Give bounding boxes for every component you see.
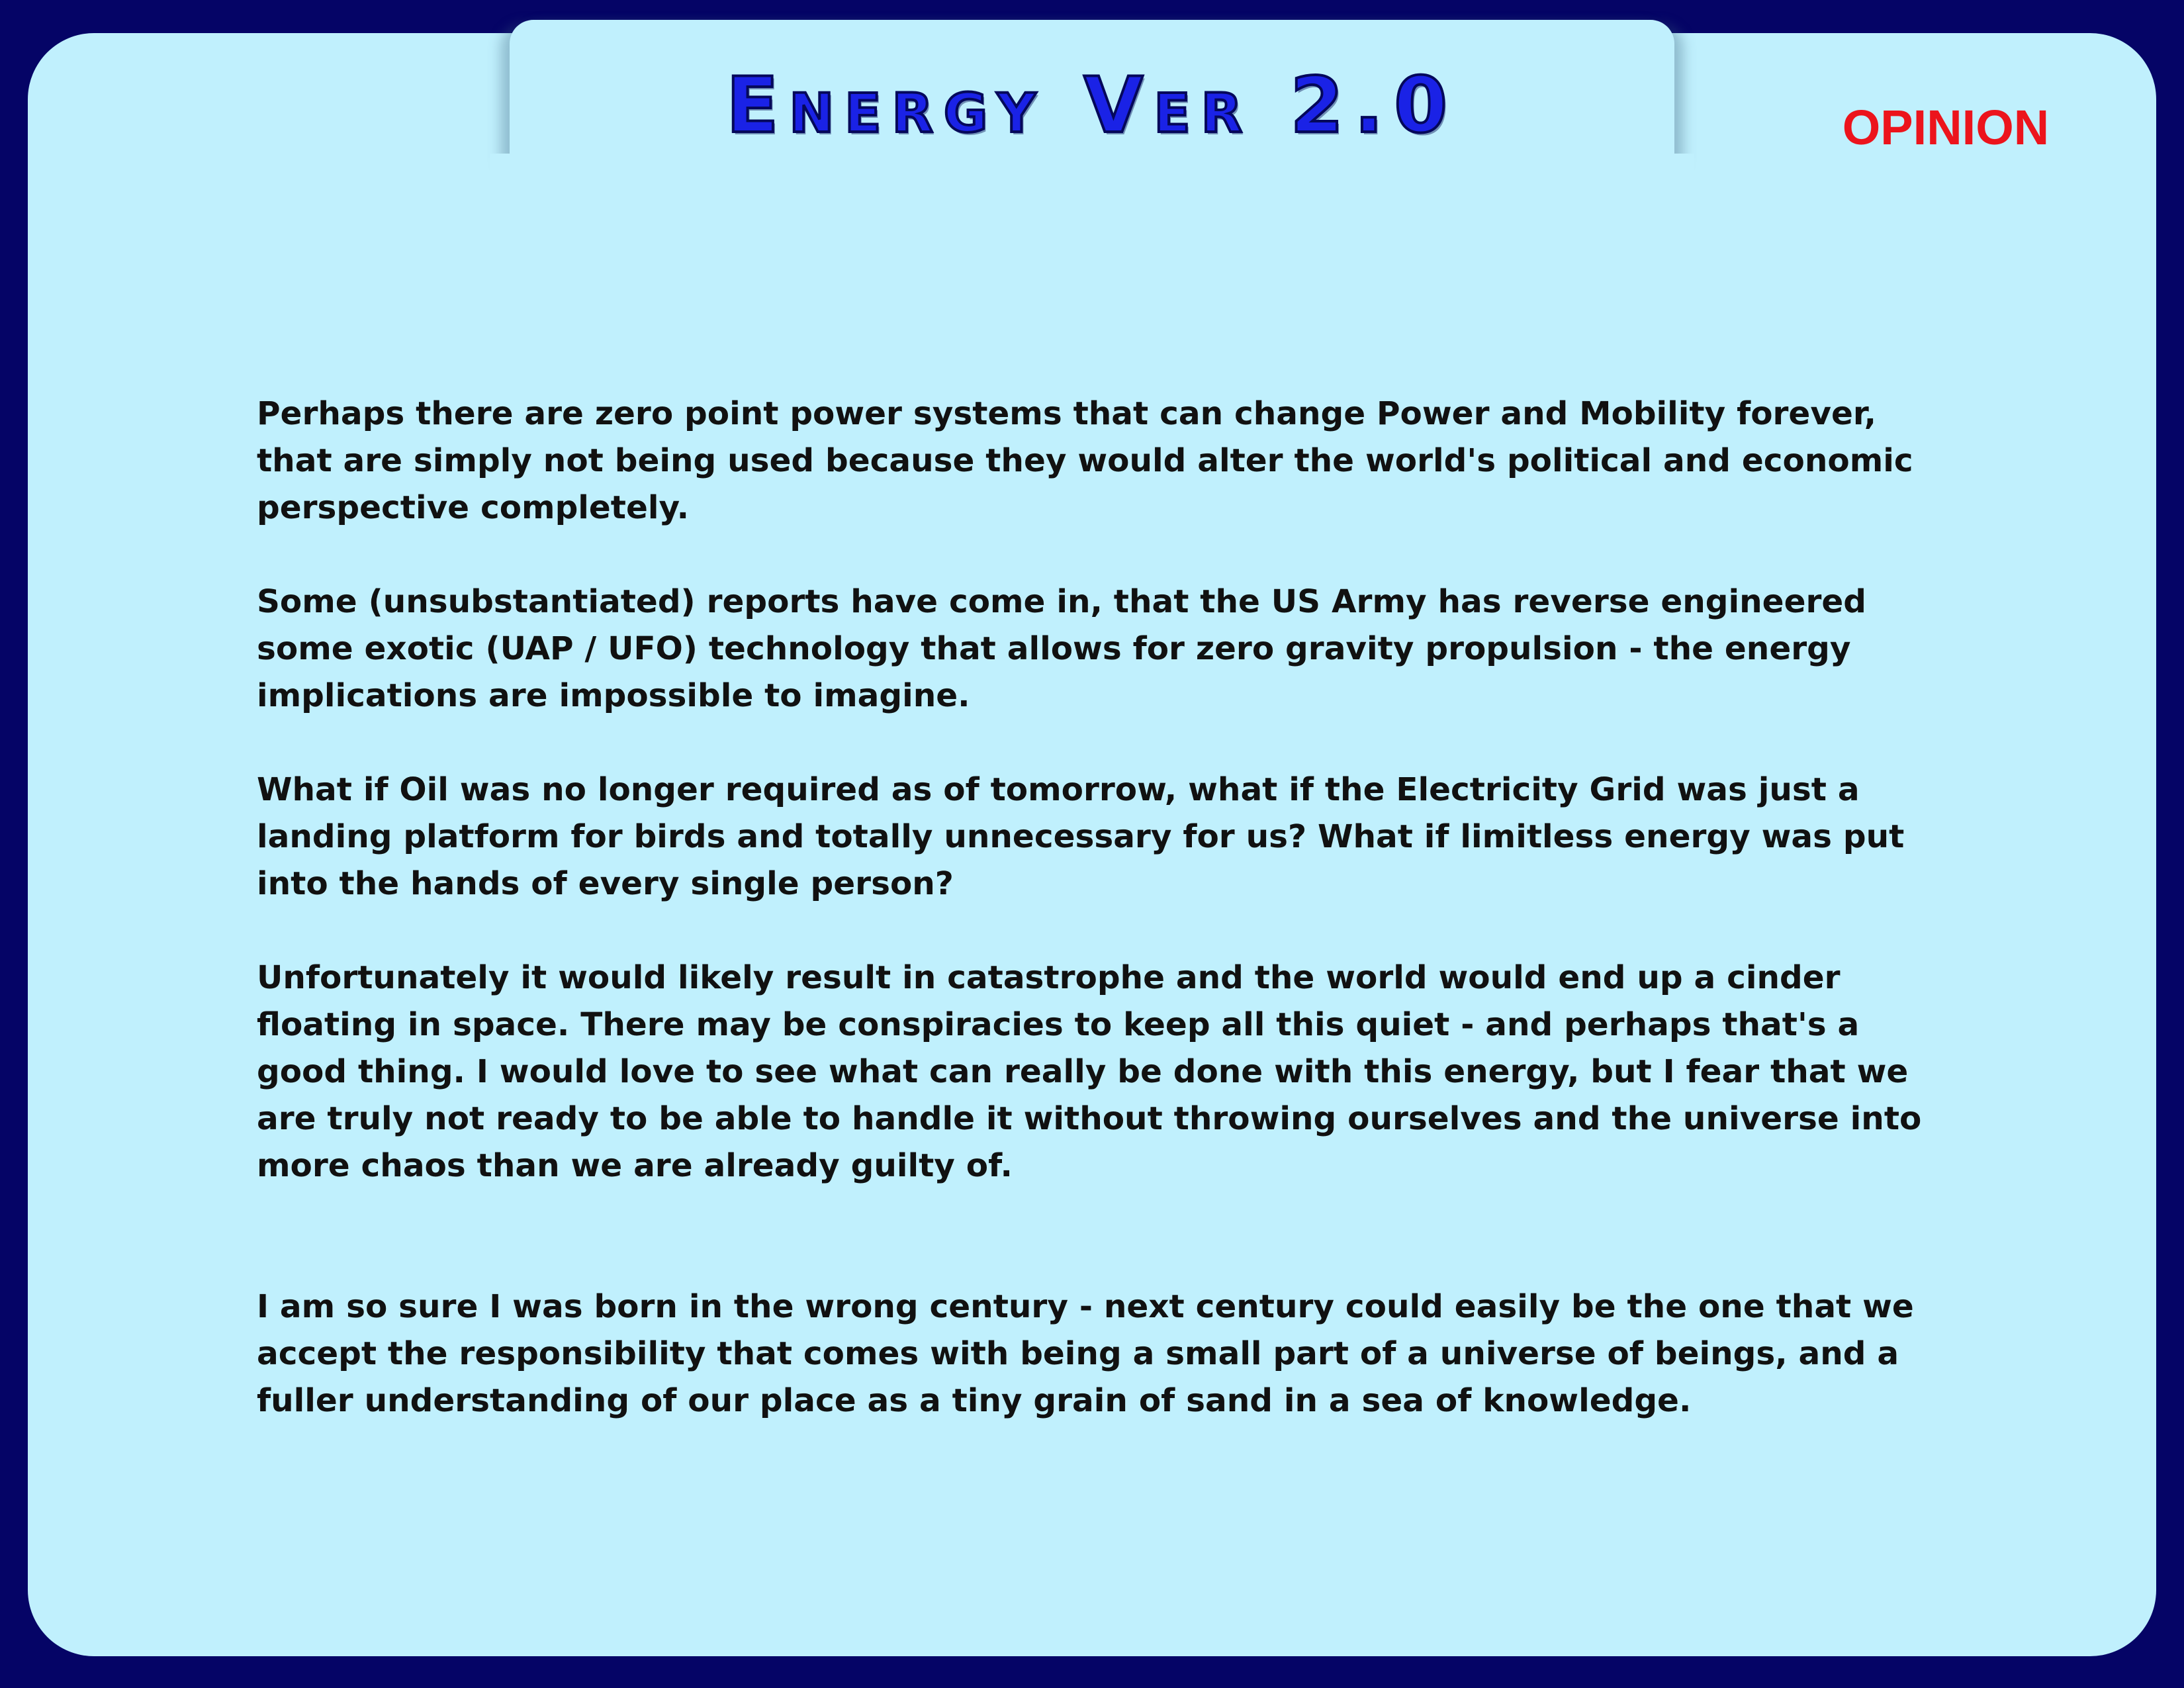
title-tab-base xyxy=(490,154,1694,193)
section-label-opinion: OPINION xyxy=(1842,100,2050,155)
paragraph-us-army-reports: Some (unsubstantiated) reports have come in, that the US Army has reverse engineered some exotic (UAP / UFO) technology that allows for zero gravity propulsion - the energy implications are impossible to imagine. xyxy=(257,583,1866,714)
paragraph-wrong-century: I am so sure I was born in the wrong century - next century could easily be the one that we accept the responsibility that comes with being a small part of a universe of beings, and a fuller understanding of our place as a tiny grain of sand in a sea of knowledge. xyxy=(257,1288,1914,1419)
paragraph-zero-point-power: Perhaps there are zero point power systems that can change Power and Mobility forever, that are simply not being used because they would alter the world's political and economic perspective completely. xyxy=(257,395,1913,526)
paragraph-catastrophe: Unfortunately it would likely result in catastrophe and the world would end up a cinder floating in space. There may be conspiracies to keep all this quiet - and perhaps that's a good thing. I would love to see what can really be done with this energy, but I fear that we are truly not ready to be able to handle it without throwing ourselves and the universe into more chaos than we are already guilty of. xyxy=(257,959,1922,1184)
paragraph-what-if-oil: What if Oil was no longer required as of tomorrow, what if the Electricity Grid was just a landing platform for birds and totally unnecessary for us? What if limitless energy was put into the hands of every single person? xyxy=(257,771,1905,902)
article-body xyxy=(257,391,1925,1472)
page-title: Energy Ver 2.0 xyxy=(726,61,1458,150)
